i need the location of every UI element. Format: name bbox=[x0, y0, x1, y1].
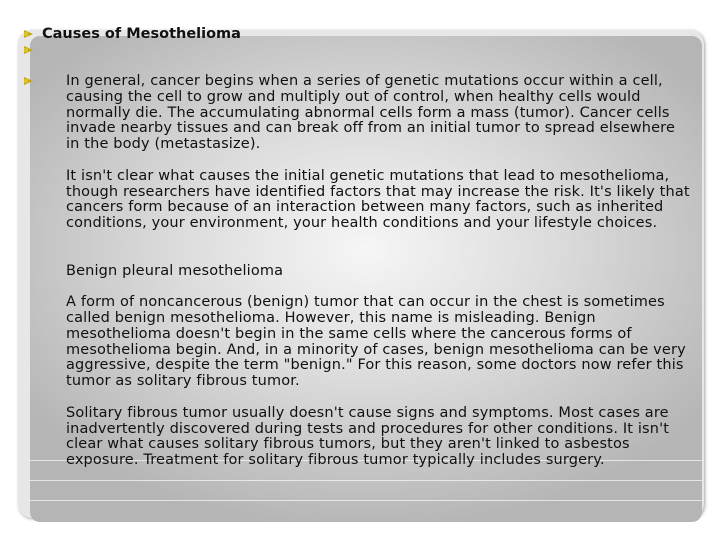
subheading: Benign pleural mesothelioma bbox=[66, 262, 284, 279]
slide-body bbox=[66, 74, 692, 469]
slide-title: Causes of Mesothelioma bbox=[42, 26, 241, 42]
bullet-icon bbox=[24, 46, 33, 54]
paragraph: Solitary fibrous tumor usually doesn't cause signs and symptoms. Most cases are inadvertently discovered during tests and procedures for other conditions. It isn't clear what causes solitary fibrous tumors, but they aren't linked to asbestos exposure. Treatment for solitary fibrous tumor typically includes surgery. bbox=[66, 404, 670, 469]
divider bbox=[30, 500, 702, 501]
paragraph: A form of noncancerous (benign) tumor that can occur in the chest is sometimes called benign mesothelioma. However, this name is misleading. Benign mesothelioma doesn't begin in the same cells where the cancerous forms of mesothelioma begin. And, in a minority of cases, benign mesothelioma can be very aggressive, despite the term "benign." For this reason, some doctors now refer this tumor as solitary fibrous tumor. bbox=[66, 294, 686, 390]
paragraph: It isn't clear what causes the initial genetic mutations that lead to mesothelioma, though researchers have identified factors that may increase the risk. It's likely that cancers form because of an interaction between many factors, such as inherited conditions, your environment, your health conditions and your lifestyle choices. bbox=[66, 167, 690, 232]
bullet-icon bbox=[24, 30, 33, 38]
bullet-icon bbox=[24, 77, 33, 85]
paragraph: In general, cancer begins when a series of genetic mutations occur within a cell, causing the cell to grow and multiply out of control, when healthy cells would normally die. The accumulating abnormal cells form a mass (tumor). Cancer cells invade nearby tissues and can break off from an initial tumor to spread elsewhere in the body (metastasize). bbox=[66, 73, 676, 153]
divider bbox=[30, 480, 702, 481]
